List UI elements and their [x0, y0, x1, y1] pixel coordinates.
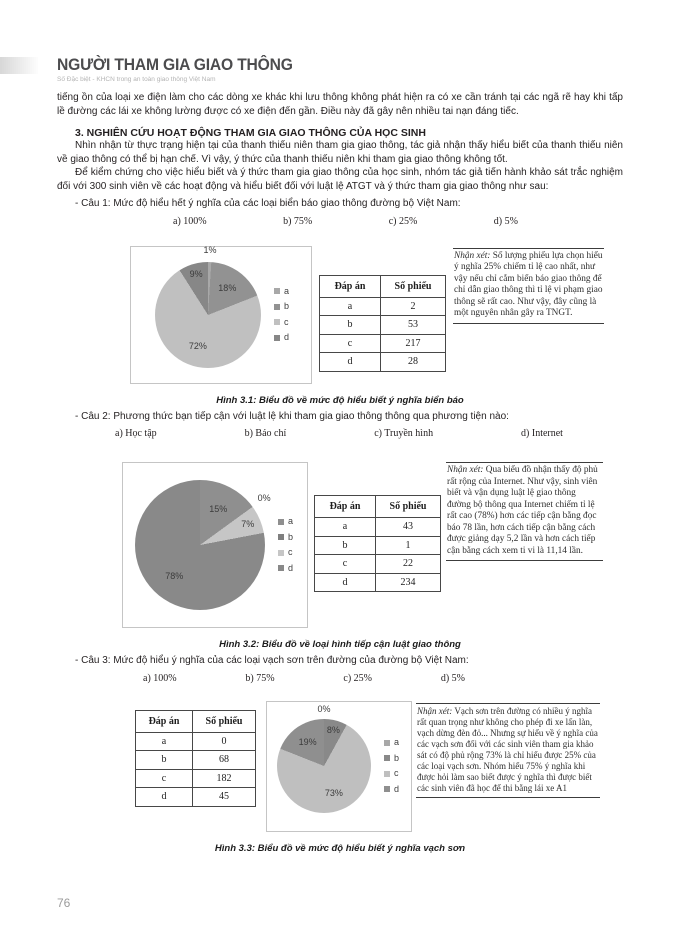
journal-subtitle: Số Đặc biệt - KHCN trong an toàn giao thông Việt Nam	[57, 76, 216, 83]
table-header-cell: Đáp án	[320, 275, 381, 297]
pie-slice-label: 73%	[324, 788, 343, 799]
legend-label-a: a	[288, 516, 294, 527]
table-cell: 0	[193, 732, 256, 751]
legend-swatch-a	[384, 740, 390, 746]
pie-slice-label: 1%	[203, 244, 217, 255]
page-number: 76	[57, 896, 71, 910]
legend-item	[274, 287, 289, 296]
note-text: Số lượng phiếu lựa chọn hiểu ý nghĩa 25% chiếm tỉ lệ cao nhất, như vậy nếu chỉ cắm biển báo giao thông để chỉ dẫn giao thông thì tỉ lệ vi phạm giao thông sẽ rất cao. Như vậy, đây cũng là một nguyên nhân gây ra TNGT.	[454, 250, 603, 318]
figure-caption-1: Hình 3.1: Biểu đồ về mức độ hiểu biết ý nghĩa biển báo	[216, 394, 464, 406]
table-row	[320, 334, 446, 353]
table-cell: 2	[381, 297, 446, 316]
table-row	[136, 732, 256, 751]
legend-swatch-c	[384, 771, 390, 777]
table-row	[320, 316, 446, 335]
pie-slice-label: 78%	[165, 571, 184, 582]
table-row	[320, 297, 446, 316]
table-cell: 28	[381, 353, 446, 372]
pie-chart-tiep-can-luat	[135, 480, 271, 610]
chart-legend-1	[274, 287, 289, 343]
pie-slice-label: 15%	[209, 504, 228, 515]
note-box-1	[453, 248, 604, 324]
legend-item	[274, 318, 289, 327]
pie-slice-label: 0%	[317, 703, 331, 714]
table-row	[315, 536, 441, 555]
legend-item	[278, 548, 293, 557]
table-cell: a	[136, 732, 193, 751]
table-cell: b	[315, 536, 376, 555]
section-heading: 3. NGHIÊN CỨU HOẠT ĐỘNG THAM GIA GIAO THÔNG CỦA HỌC SINH	[75, 127, 426, 139]
legend-swatch-d	[278, 565, 284, 571]
note-box-2	[446, 462, 603, 561]
journal-header	[57, 55, 623, 83]
paragraph-2: Để kiểm chứng cho việc hiểu biết và ý thức tham gia giao thông của học sinh, nhóm tác giả tiến hành khảo sát trắc nghiệm đối với 300 sinh viên về các hoạt động và hiểu biết đối với luật lệ ATGT và ý thức tham gia giao thông như sau:	[57, 167, 623, 192]
note-box-3	[416, 703, 600, 798]
chart-frame-1	[130, 246, 312, 384]
table-cell: c	[320, 334, 381, 353]
legend-item	[384, 738, 399, 747]
legend-label-c: c	[394, 768, 399, 779]
table-header-row	[320, 275, 446, 297]
legend-item	[384, 785, 399, 794]
note-text: Qua biểu đồ nhận thấy độ phủ rất rộng của Internet. Như vậy, sinh viên biết và vận dụng luật lệ giao thông đường bộ thông qua Internet chiếm tỉ lệ rất cao (78%) hơn các tiếp cận bằng đọc báo 78 lần, hơn cách tiếp cận bằng cách được giảng dạy 5,2 lần và hơn cách tiếp cận bằng cách xem ti vi là 11,14 lần.	[447, 465, 598, 556]
table-cell: b	[320, 316, 381, 335]
table-cell: 43	[376, 518, 441, 537]
figure-3-2	[57, 462, 623, 628]
table-row	[136, 751, 256, 770]
question-2: - Câu 2: Phương thức bạn tiếp cận với luật lệ khi tham gia giao thông thông qua phương tiện nào:	[75, 410, 509, 422]
option-2a: a) Học tập	[115, 428, 157, 439]
option-1d: d) 5%	[493, 215, 518, 227]
legend-item	[278, 564, 293, 573]
table-cell: 1	[376, 536, 441, 555]
chart-frame-3	[266, 701, 412, 832]
legend-label-b: b	[288, 531, 294, 542]
data-table-3	[135, 710, 256, 807]
legend-swatch-a	[278, 519, 284, 525]
table-cell: 53	[381, 316, 446, 335]
table-cell: a	[315, 518, 376, 537]
pie-slice-label: 0%	[257, 493, 271, 504]
option-2c: c) Truyền hình	[374, 428, 434, 439]
legend-item	[274, 333, 289, 342]
table-row	[136, 769, 256, 788]
option-1a: a) 100%	[173, 215, 207, 227]
legend-item	[278, 533, 293, 542]
pie-chart-vach-son	[277, 703, 371, 813]
table-header-cell: Đáp án	[315, 496, 376, 518]
table-cell: 68	[193, 751, 256, 770]
legend-label-c: c	[284, 316, 289, 327]
legend-label-d: d	[288, 562, 294, 573]
chart-frame-2	[122, 462, 308, 628]
question-3: - Câu 3: Mức độ hiểu ý nghĩa của các loại vạch sơn trên đường của đường bộ Việt Nam:	[75, 655, 469, 666]
pie-slice-label: 9%	[189, 268, 203, 279]
legend-label-b: b	[394, 752, 400, 763]
legend-item	[274, 302, 289, 311]
figure-caption-2: Hình 3.2: Biểu đồ về loại hình tiếp cận luật giao thông	[219, 639, 461, 650]
legend-swatch-a	[274, 288, 280, 294]
legend-label-d: d	[284, 332, 290, 343]
options-row-1	[57, 216, 623, 227]
table-cell: b	[136, 751, 193, 770]
options-row-3	[57, 673, 623, 684]
table-row	[315, 518, 441, 537]
note-label: Nhận xét:	[454, 250, 491, 261]
table-header-row	[136, 710, 256, 732]
option-1c: c) 25%	[388, 215, 418, 227]
table-row	[136, 788, 256, 807]
table-cell: c	[315, 555, 376, 574]
legend-label-b: b	[284, 301, 290, 312]
legend-swatch-c	[278, 550, 284, 556]
legend-label-c: c	[288, 547, 293, 558]
option-3b: b) 75%	[245, 672, 275, 684]
chart-legend-2	[278, 517, 293, 573]
question-1: - Câu 1: Mức độ hiểu hết ý nghĩa của các loại biển báo giao thông đường bộ Việt Nam:	[75, 198, 461, 209]
table-cell: 22	[376, 555, 441, 574]
legend-swatch-b	[274, 304, 280, 310]
table-cell: 234	[376, 573, 441, 592]
table-row	[315, 573, 441, 592]
legend-item	[384, 769, 399, 778]
table-row	[315, 555, 441, 574]
table-cell: c	[136, 769, 193, 788]
legend-swatch-d	[274, 335, 280, 341]
table-header-cell: Số phiếu	[193, 710, 256, 732]
table-cell: d	[315, 573, 376, 592]
note-text: Vạch sơn trên đường có nhiều ý nghĩa rất quan trọng như không cho phép đi xe lấn làn, vạch dừng đèn đỏ... Nhưng sự hiểu về ý nghĩa của các vạch sơn đối với các sinh viên tham gia khảo sát có độ phủ rộng 73% là chỉ hiểu được 25% của các loại vạch sơn. Nhóm hiểu 75% ý nghĩa khi được hỏi làm sao biết được ý nghĩa thì được biết các sinh viên đã học để thi bằng lái xe A1	[417, 705, 598, 793]
legend-item	[278, 517, 293, 526]
data-table-2	[314, 495, 441, 592]
table-row	[320, 353, 446, 372]
table-header-cell: Đáp án	[136, 710, 193, 732]
figure-caption-3: Hình 3.3: Biểu đồ về mức độ hiểu biết ý nghĩa vạch sơn	[214, 842, 466, 854]
legend-swatch-b	[384, 755, 390, 761]
legend-label-d: d	[394, 783, 400, 794]
option-3c: c) 25%	[343, 672, 373, 684]
pie-chart-bien-bao	[155, 244, 261, 368]
figure-3-1	[57, 246, 623, 384]
table-cell: d	[136, 788, 193, 807]
options-row-2	[57, 428, 623, 439]
option-3d: d) 5%	[440, 672, 465, 684]
figure-3-3	[57, 701, 623, 832]
table-cell: a	[320, 297, 381, 316]
legend-label-a: a	[284, 285, 290, 296]
table-header-row	[315, 496, 441, 518]
option-2b: b) Báo chí	[244, 428, 287, 439]
pie-slice-label: 7%	[241, 519, 255, 530]
option-1b: b) 75%	[283, 215, 313, 227]
data-table-1	[319, 275, 446, 372]
legend-item	[384, 754, 399, 763]
note-label: Nhận xét:	[447, 465, 484, 475]
pie-slice-label: 72%	[188, 340, 207, 351]
table-header-cell: Số phiếu	[376, 496, 441, 518]
legend-swatch-c	[274, 319, 280, 325]
journal-title: NGƯỜI THAM GIA GIAO THÔNG	[57, 55, 293, 74]
intro-paragraph: tiếng ồn của loại xe điện làm cho các dòng xe khác khi lưu thông không phát hiện ra có xe cần tránh tại các ngã rẽ hay khi tấp lề đường các lái xe không lường được có xe điện đến gần. Điều này đã gây nên nhiều tai nạn đáng tiếc.	[57, 92, 623, 117]
note-label: Nhận xét:	[417, 705, 453, 716]
header-accent-bar	[0, 57, 38, 74]
chart-legend-3	[384, 738, 399, 794]
table-cell: 182	[193, 769, 256, 788]
table-cell: d	[320, 353, 381, 372]
paragraph-1: Nhìn nhận từ thực trạng hiện tại của thanh thiếu niên tham gia giao thông, tác giả nhận thấy hiểu biết của thanh thiếu niên về giao thông có thể bị hạn chế. Vì vậy, ý thức của thanh thiếu niên khi tham gia giao thông không tốt.	[57, 140, 623, 165]
table-header-cell: Số phiếu	[381, 275, 446, 297]
legend-label-a: a	[394, 737, 400, 748]
legend-swatch-b	[278, 534, 284, 540]
pie-slice-label: 19%	[298, 736, 317, 747]
table-cell: 45	[193, 788, 256, 807]
pie-slice-label: 18%	[218, 282, 237, 293]
table-cell: 217	[381, 334, 446, 353]
legend-swatch-d	[384, 786, 390, 792]
pie-slice-label: 8%	[326, 724, 340, 735]
option-2d: d) Internet	[521, 428, 563, 439]
option-3a: a) 100%	[143, 672, 177, 684]
